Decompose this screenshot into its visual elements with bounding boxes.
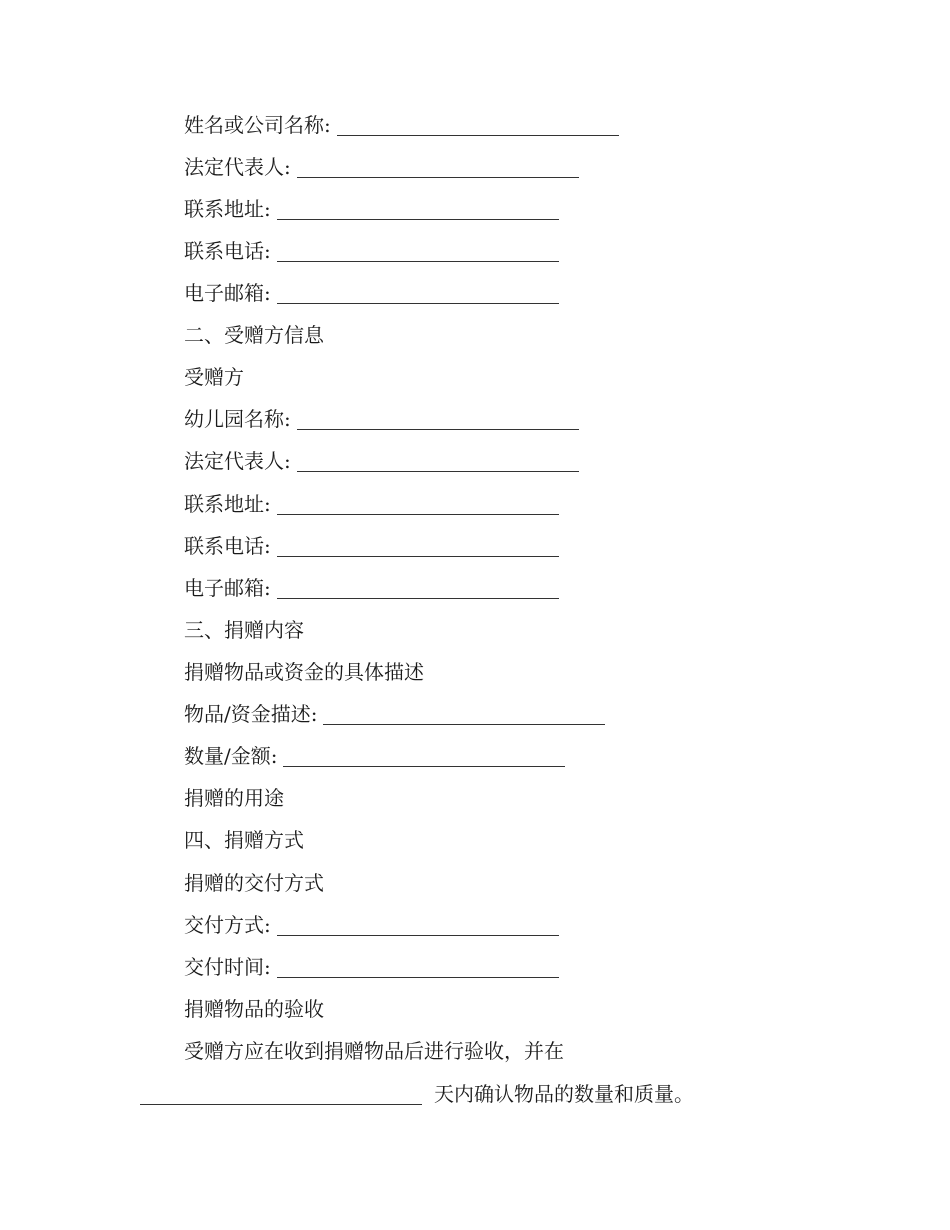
delivery-time-label: 交付时间: bbox=[184, 955, 271, 979]
description-label: 物品/资金描述: bbox=[184, 702, 318, 726]
amount-label: 数量/金额: bbox=[184, 744, 278, 768]
donor-name-row bbox=[184, 110, 619, 140]
donor-email-label: 电子邮箱: bbox=[184, 281, 271, 305]
recipient-email-blank[interactable] bbox=[277, 578, 559, 599]
donor-address-row bbox=[184, 194, 559, 224]
delivery-method-blank[interactable] bbox=[277, 915, 559, 936]
amount-row bbox=[184, 741, 565, 771]
donor-rep-row bbox=[184, 152, 579, 182]
donor-email-row bbox=[184, 278, 559, 308]
recipient-address-blank[interactable] bbox=[277, 494, 559, 515]
acceptance-text-line-2 bbox=[140, 1079, 694, 1109]
donor-name-label: 姓名或公司名称: bbox=[184, 113, 331, 137]
kindergarten-name-row bbox=[184, 404, 579, 434]
recipient-phone-label: 联系电话: bbox=[184, 534, 271, 558]
content-subheading: 捐赠物品或资金的具体描述 bbox=[184, 660, 424, 684]
donor-name-blank[interactable] bbox=[337, 115, 619, 136]
description-blank[interactable] bbox=[323, 704, 605, 725]
donor-rep-label: 法定代表人: bbox=[184, 155, 291, 179]
recipient-rep-blank[interactable] bbox=[297, 451, 579, 472]
delivery-method-row bbox=[184, 910, 559, 940]
delivery-time-row bbox=[184, 952, 559, 982]
donor-phone-blank[interactable] bbox=[277, 241, 559, 262]
recipient-rep-row bbox=[184, 446, 579, 476]
amount-blank[interactable] bbox=[283, 746, 565, 767]
acceptance-heading: 捐赠物品的验收 bbox=[184, 997, 324, 1021]
delivery-method-label: 交付方式: bbox=[184, 913, 271, 937]
kindergarten-name-blank[interactable] bbox=[297, 409, 579, 430]
kindergarten-name-label: 幼儿园名称: bbox=[184, 407, 291, 431]
donor-phone-label: 联系电话: bbox=[184, 239, 271, 263]
donor-email-blank[interactable] bbox=[277, 283, 559, 304]
donor-address-label: 联系地址: bbox=[184, 197, 271, 221]
recipient-address-row bbox=[184, 489, 559, 519]
recipient-phone-blank[interactable] bbox=[277, 536, 559, 557]
delivery-time-blank[interactable] bbox=[277, 957, 559, 978]
donor-rep-blank[interactable] bbox=[297, 157, 579, 178]
acceptance-text-line-1: 受赠方应在收到捐赠物品后进行验收，并在 bbox=[184, 1039, 564, 1063]
acceptance-days-blank[interactable] bbox=[140, 1084, 422, 1105]
recipient-email-row bbox=[184, 573, 559, 603]
recipient-email-label: 电子邮箱: bbox=[184, 576, 271, 600]
method-heading: 四、捐赠方式 bbox=[184, 828, 304, 852]
description-row bbox=[184, 699, 605, 729]
recipient-subheading: 受赠方 bbox=[184, 365, 244, 389]
content-heading: 三、捐赠内容 bbox=[184, 618, 304, 642]
acceptance-text-2: 天内确认物品的数量和质量。 bbox=[434, 1082, 694, 1106]
purpose-heading: 捐赠的用途 bbox=[184, 786, 284, 810]
recipient-rep-label: 法定代表人: bbox=[184, 449, 291, 473]
donor-address-blank[interactable] bbox=[277, 199, 559, 220]
method-subheading: 捐赠的交付方式 bbox=[184, 871, 324, 895]
recipient-phone-row bbox=[184, 531, 559, 561]
recipient-heading: 二、受赠方信息 bbox=[184, 323, 324, 347]
recipient-address-label: 联系地址: bbox=[184, 492, 271, 516]
donor-phone-row bbox=[184, 236, 559, 266]
